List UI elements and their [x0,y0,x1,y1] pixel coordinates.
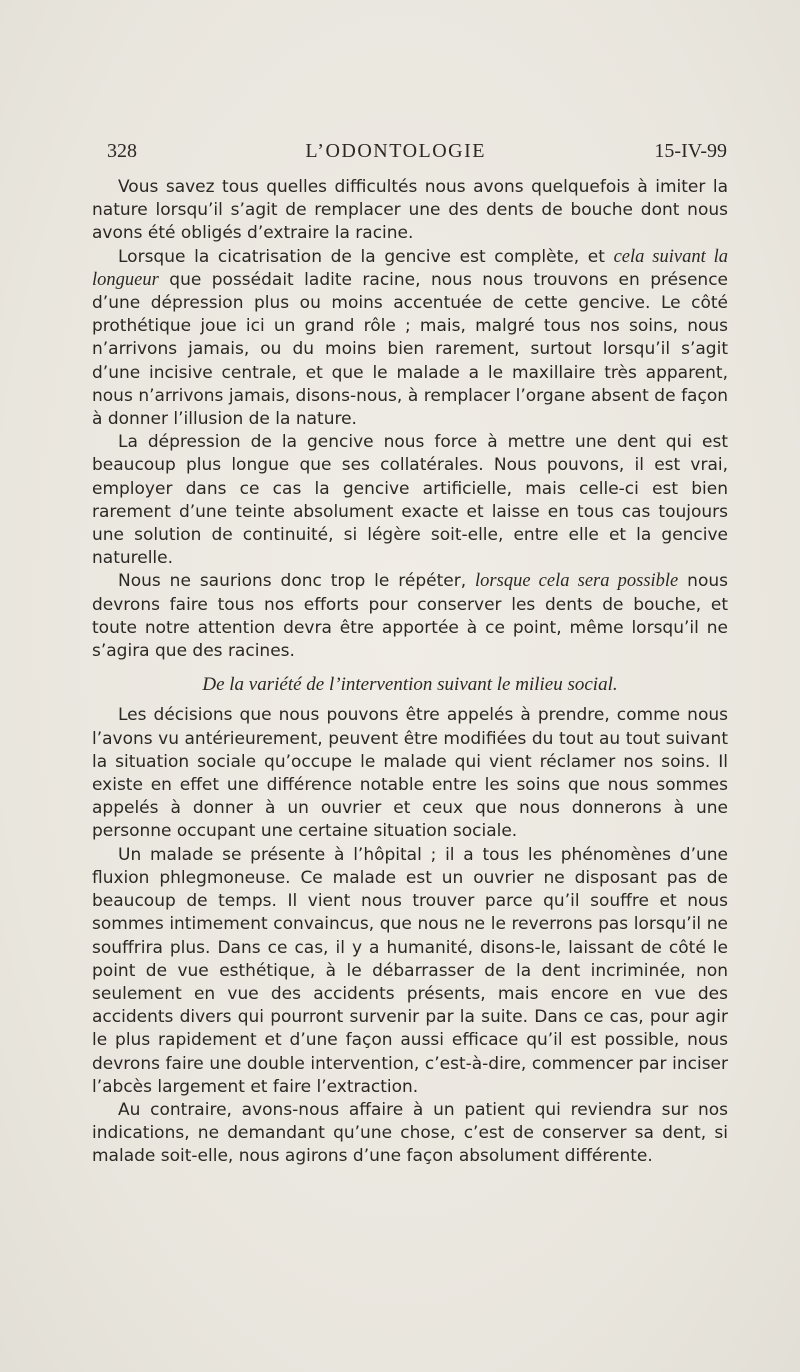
paragraph: Vous savez tous quelles difficultés nous avons quelquefois à imiter la nature lorsqu’il s’agit de remplacer une des dents de bouche dont nous avons été obligés d’extraire la racine. [92,177,728,244]
paragraph: Les décisions que nous pouvons être appelés à prendre, comme nous l’avons vu antérieurement, peuvent être modifiées du tout au tout suivant la situation sociale qu’occupe le malade qui vient réclamer nos soins. Il existe en effet une différence notable entre les soins que nous sommes appelés à donner à un ouvrier et ceux que nous donnerons à une personne occupant une certaine situation sociale. [92,705,728,842]
text-run: Lorsque la cicatrisation de la gencive est complète, et [118,246,614,267]
journal-title: L’ODONTOLOGIE [305,140,486,162]
paragraph: La dépression de la gencive nous force à mettre une dent qui est beaucoup plus longue que ses collatérales. Nous pouvons, il est vrai, employer dans ce cas la gencive artificielle, mais celle-ci est bien rarement d’une teinte absolument exacte et laisse en tous cas toujours une solution de continuité, si légère soit-elle, entre elle et la gencive naturelle. [92,432,728,569]
section-heading: De la variété de l’intervention suivant le milieu social. [202,674,618,696]
paragraph [92,570,728,663]
text-run: que possédait ladite racine, nous nous trouvons en présence d’une dépression plus ou moins accentuée de cette gencive. Le côté prothétique joue ici un grand rôle ; mais, malgré tous nos soins, nous n’arrivons jamais, ou du moins bien rarement, surtout lorsqu’il s’agit d’une incisive centrale, et que le malade a le maxillaire très apparent, nous n’arrivons jamais, disons-nous, à remplacer l’organe absent de façon à donner l’illusion de la nature. [92,269,728,430]
running-header [107,140,727,166]
paragraph: Au contraire, avons-nous affaire à un patient qui reviendra sur nos indications, ne demandant qu’une chose, c’est de conserver sa dent, si malade soit-elle, nous agirons d’une façon absolument différente. [92,1099,728,1167]
text-run: Nous ne saurions donc trop le répéter, [118,571,476,592]
emphasis: lorsque cela sera possible [475,571,679,592]
body-text [92,176,728,1169]
page-number: 328 [107,140,137,162]
paragraph [92,246,728,432]
issue-date: 15-IV-99 [654,140,727,162]
paragraph: Un malade se présente à l’hôpital ; il a tous les phénomènes d’une fluxion phlegmoneuse. Ce malade est un ouvrier ne disposant pas de beaucoup de temps. Il vient nous trouver parce qu’il souffre et nous sommes intimement convaincus, que nous ne le reverrons pas lorsqu’il ne souffrira plus. Dans ce cas, il y a humanité, disons-le, laissant de côté le point de vue esthétique, à le débarrasser de la dent incriminée, non seulement en vue des accidents présents, mais encore en vue des accidents divers qui pourront survenir par la suite. Dans ce cas, pour agir le plus rapidement et d’une façon aussi efficace qu’il est possible, nous devrons faire une double intervention, c’est-à-dire, commencer par inciser l’abcès largement et faire l’extraction. [92,844,728,1097]
text-run: nous devrons faire tous nos efforts pour conserver les dents de bouche, et toute notre attention devra être apportée à ce point, même lorsqu’il ne s’agira que des racines. [92,571,728,662]
emphasis: cela suivant la longueur [92,246,728,290]
